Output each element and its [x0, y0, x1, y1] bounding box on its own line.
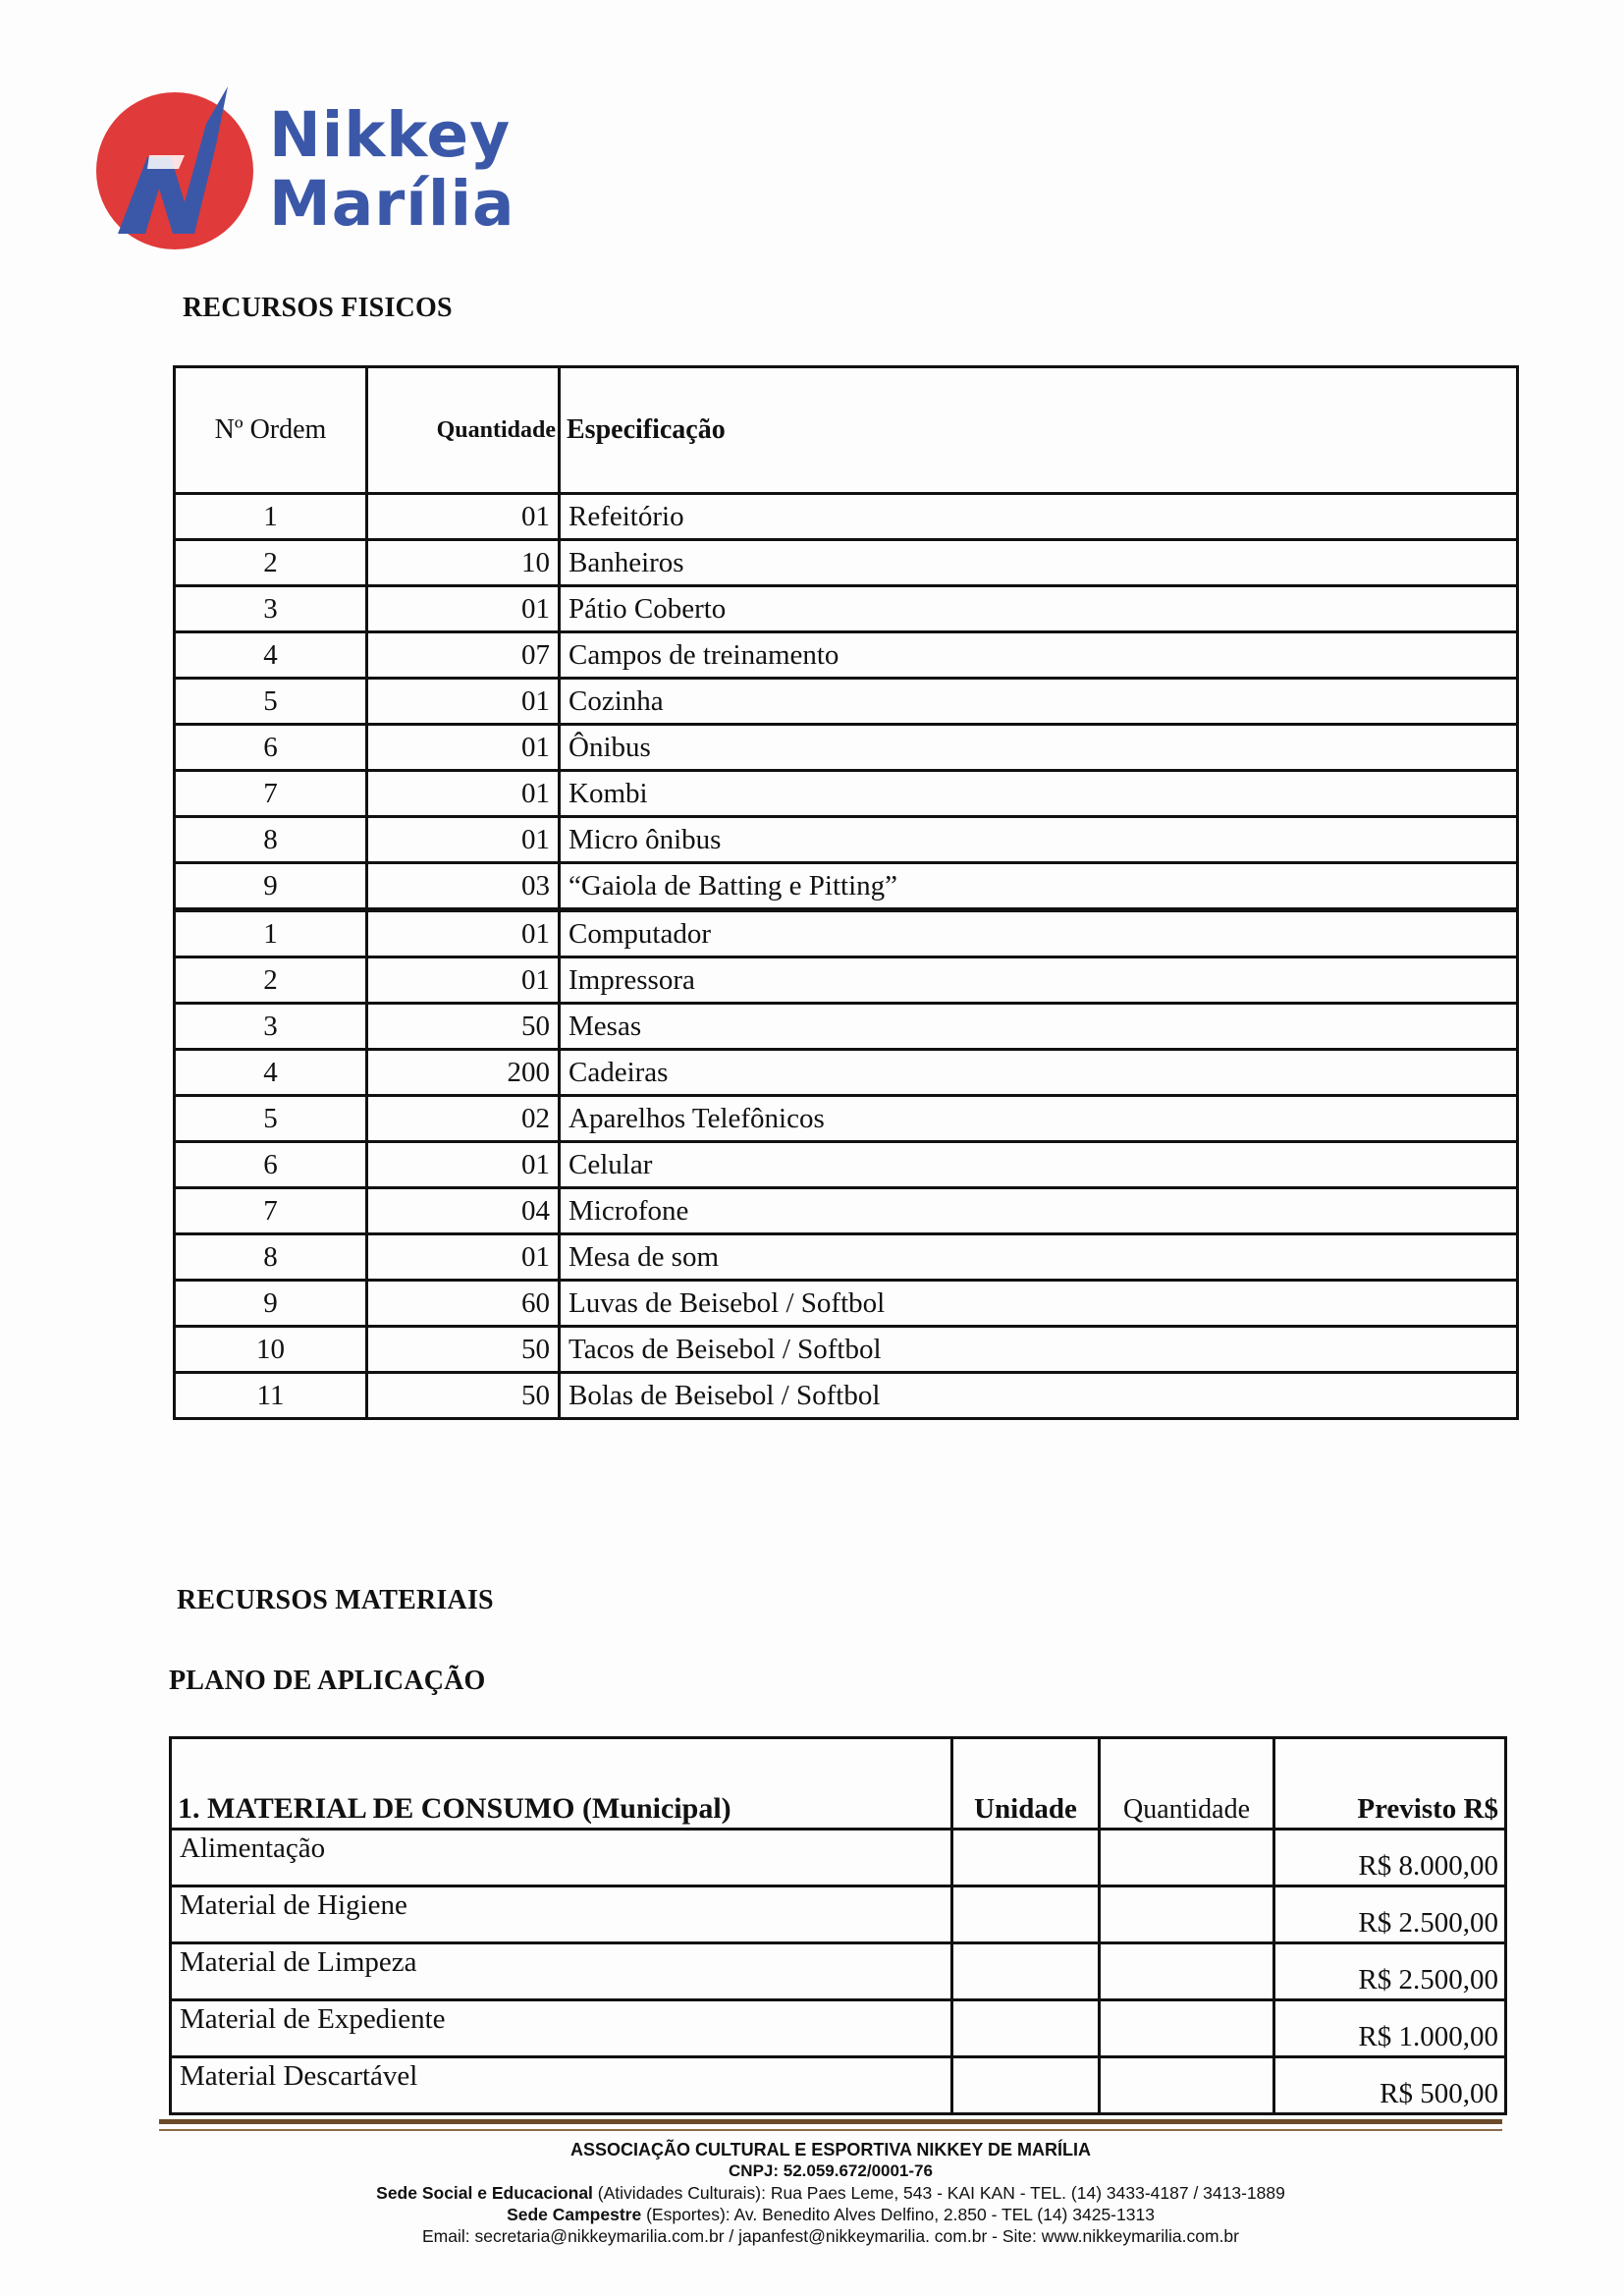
specification-cell: Ônibus — [560, 725, 1518, 771]
specification-cell: Aparelhos Telefônicos — [560, 1096, 1518, 1142]
table-row — [175, 910, 1518, 957]
quantity-cell — [1100, 1830, 1274, 1886]
quantity-cell: 01 — [367, 1142, 560, 1188]
table-row — [171, 1886, 1506, 1943]
quantity-cell: 50 — [367, 1327, 560, 1373]
logo-text-line1: Nikkey — [269, 99, 512, 171]
order-cell: 10 — [175, 1327, 367, 1373]
order-cell: 2 — [175, 957, 367, 1004]
quantity-cell: 02 — [367, 1096, 560, 1142]
specification-cell: “Gaiola de Batting e Pitting” — [560, 863, 1518, 910]
quantity-cell — [1100, 1886, 1274, 1943]
specification-cell: Micro ônibus — [560, 817, 1518, 863]
table-row — [175, 1281, 1518, 1327]
forecast-value-cell: R$ 1.000,00 — [1274, 2000, 1506, 2057]
material-name-cell: Material Descartável — [171, 2057, 952, 2114]
table-row — [175, 1373, 1518, 1419]
table-row — [175, 957, 1518, 1004]
quantity-cell: 01 — [367, 725, 560, 771]
order-cell: 11 — [175, 1373, 367, 1419]
quantity-cell: 01 — [367, 771, 560, 817]
physical-resources-table — [173, 365, 1519, 1420]
table-row — [175, 1188, 1518, 1234]
unit-cell — [952, 1886, 1100, 1943]
table-row — [175, 817, 1518, 863]
order-cell: 7 — [175, 1188, 367, 1234]
specification-cell: Impressora — [560, 957, 1518, 1004]
logo — [90, 86, 515, 263]
table-row — [171, 1943, 1506, 2000]
table-row — [175, 679, 1518, 725]
footer-sede-social-text: (Atividades Culturais): Rua Paes Leme, 543 - KAI KAN - TEL. (14) 3433-4187 / 3413-1889 — [592, 2183, 1285, 2203]
quantity-cell — [1100, 2000, 1274, 2057]
table-row — [175, 494, 1518, 540]
table-row — [175, 632, 1518, 679]
forecast-value-cell: R$ 2.500,00 — [1274, 1886, 1506, 1943]
table-row — [171, 2000, 1506, 2057]
quantity-cell: 60 — [367, 1281, 560, 1327]
footer-contact-line: Email: secretaria@nikkeymarilia.com.br / japanfest@nikkeymarilia. com.br - Site: www.nikkeymarilia.com.br — [421, 2226, 1239, 2246]
header-order: Nº Ordem — [175, 367, 367, 494]
footer-cnpj: CNPJ: 52.059.672/0001-76 — [729, 2161, 933, 2180]
logo-text-line2: Marília — [269, 168, 515, 240]
header-specification: Especificação — [560, 367, 1518, 494]
order-cell: 6 — [175, 725, 367, 771]
order-cell: 5 — [175, 1096, 367, 1142]
specification-cell: Refeitório — [560, 494, 1518, 540]
quantity-cell: 01 — [367, 817, 560, 863]
order-cell: 8 — [175, 817, 367, 863]
specification-cell: Kombi — [560, 771, 1518, 817]
table-header-row — [175, 367, 1518, 494]
specification-cell: Campos de treinamento — [560, 632, 1518, 679]
order-cell: 7 — [175, 771, 367, 817]
footer-sede-social-label: Sede Social e Educacional — [376, 2183, 593, 2203]
quantity-cell: 01 — [367, 1234, 560, 1281]
application-plan-body — [171, 1830, 1506, 2114]
table-row — [175, 1142, 1518, 1188]
physical-resources-heading: RECURSOS FISICOS — [183, 293, 453, 323]
footer-rule — [159, 2119, 1502, 2124]
footer-rule-thin — [159, 2129, 1502, 2131]
specification-cell: Microfone — [560, 1188, 1518, 1234]
header-unit: Unidade — [952, 1738, 1100, 1830]
quantity-cell: 50 — [367, 1004, 560, 1050]
specification-cell: Luvas de Beisebol / Softbol — [560, 1281, 1518, 1327]
specification-cell: Bolas de Beisebol / Softbol — [560, 1373, 1518, 1419]
quantity-cell — [1100, 1943, 1274, 2000]
footer-sede-social — [159, 2182, 1502, 2204]
table-row — [175, 863, 1518, 910]
specification-cell: Tacos de Beisebol / Softbol — [560, 1327, 1518, 1373]
header-quantity: Quantidade — [1100, 1738, 1274, 1830]
table-row — [175, 771, 1518, 817]
order-cell: 3 — [175, 586, 367, 632]
table-row — [175, 1234, 1518, 1281]
quantity-cell: 01 — [367, 679, 560, 725]
order-cell: 6 — [175, 1142, 367, 1188]
order-cell: 2 — [175, 540, 367, 586]
order-cell: 4 — [175, 1050, 367, 1096]
quantity-cell: 01 — [367, 910, 560, 957]
specification-cell: Banheiros — [560, 540, 1518, 586]
header-quantity: Quantidade — [367, 367, 560, 494]
order-cell: 1 — [175, 494, 367, 540]
application-plan-table — [169, 1736, 1507, 2115]
table-row — [175, 540, 1518, 586]
order-cell: 3 — [175, 1004, 367, 1050]
header-category: 1. MATERIAL DE CONSUMO (Municipal) — [171, 1738, 952, 1830]
footer-sede-campestre-label: Sede Campestre — [507, 2205, 642, 2224]
quantity-cell: 01 — [367, 957, 560, 1004]
order-cell: 1 — [175, 910, 367, 957]
quantity-cell: 01 — [367, 494, 560, 540]
material-name-cell: Alimentação — [171, 1830, 952, 1886]
logo-emblem-icon — [90, 86, 267, 263]
specification-cell: Computador — [560, 910, 1518, 957]
table-row — [175, 1004, 1518, 1050]
forecast-value-cell: R$ 8.000,00 — [1274, 1830, 1506, 1886]
unit-cell — [952, 2057, 1100, 2114]
forecast-value-cell: R$ 500,00 — [1274, 2057, 1506, 2114]
quantity-cell: 01 — [367, 586, 560, 632]
material-name-cell: Material de Expediente — [171, 2000, 952, 2057]
specification-cell: Mesas — [560, 1004, 1518, 1050]
quantity-cell — [1100, 2057, 1274, 2114]
quantity-cell: 200 — [367, 1050, 560, 1096]
forecast-value-cell: R$ 2.500,00 — [1274, 1943, 1506, 2000]
quantity-cell: 50 — [367, 1373, 560, 1419]
table-row — [175, 586, 1518, 632]
material-resources-heading: RECURSOS MATERIAIS — [177, 1585, 494, 1615]
quantity-cell: 07 — [367, 632, 560, 679]
footer-sede-campestre — [159, 2204, 1502, 2225]
table-row — [175, 1327, 1518, 1373]
order-cell: 4 — [175, 632, 367, 679]
physical-table-body — [175, 494, 1518, 1419]
material-name-cell: Material de Higiene — [171, 1886, 952, 1943]
specification-cell: Cadeiras — [560, 1050, 1518, 1096]
unit-cell — [952, 2000, 1100, 2057]
quantity-cell: 04 — [367, 1188, 560, 1234]
footer — [159, 2139, 1502, 2247]
unit-cell — [952, 1943, 1100, 2000]
table-row — [175, 725, 1518, 771]
specification-cell: Cozinha — [560, 679, 1518, 725]
material-name-cell: Material de Limpeza — [171, 1943, 952, 2000]
quantity-cell: 10 — [367, 540, 560, 586]
quantity-cell: 03 — [367, 863, 560, 910]
footer-sede-campestre-text: (Esportes): Av. Benedito Alves Delfino, 2.850 - TEL (14) 3425-1313 — [641, 2205, 1155, 2224]
order-cell: 5 — [175, 679, 367, 725]
table-row — [175, 1050, 1518, 1096]
table-row — [175, 1096, 1518, 1142]
table-row — [171, 2057, 1506, 2114]
header-forecast: Previsto R$ — [1274, 1738, 1506, 1830]
specification-cell: Pátio Coberto — [560, 586, 1518, 632]
table-row — [171, 1830, 1506, 1886]
footer-org-name: ASSOCIAÇÃO CULTURAL E ESPORTIVA NIKKEY DE MARÍLIA — [569, 2140, 1092, 2159]
order-cell: 9 — [175, 863, 367, 910]
unit-cell — [952, 1830, 1100, 1886]
order-cell: 9 — [175, 1281, 367, 1327]
specification-cell: Mesa de som — [560, 1234, 1518, 1281]
specification-cell: Celular — [560, 1142, 1518, 1188]
application-plan-heading: PLANO DE APLICAÇÃO — [169, 1666, 486, 1696]
order-cell: 8 — [175, 1234, 367, 1281]
table-header-row — [171, 1738, 1506, 1830]
